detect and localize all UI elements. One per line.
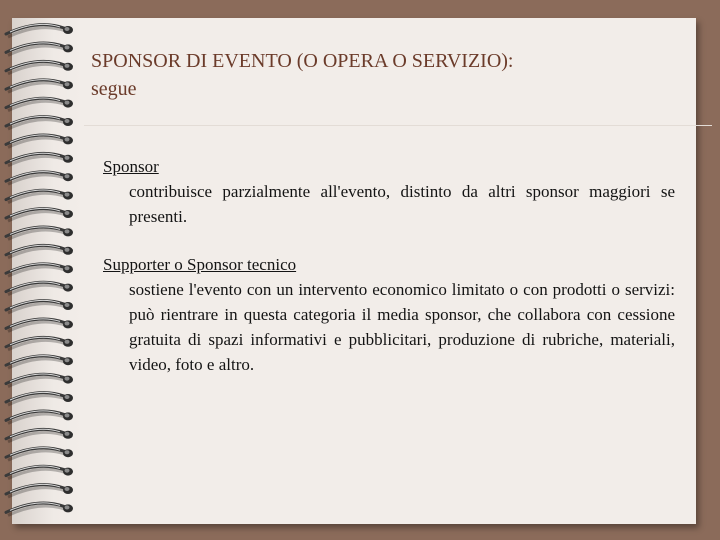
binding-ring-icon	[6, 411, 73, 424]
binding-ring-icon	[6, 245, 73, 258]
binding-ring-icon	[6, 153, 73, 166]
binding-ring-icon	[6, 300, 73, 313]
binding-ring-icon	[6, 337, 73, 350]
description-sponsor: contribuisce parzialmente all'evento, distinto da altri sponsor maggiori se presenti.	[129, 182, 675, 226]
binding-ring-icon	[6, 282, 73, 295]
binding-ring-icon	[6, 135, 73, 148]
description-supporter: sostiene l'evento con un intervento economico limitato o con prodotti o servizi: può rientrare in questa categoria il media sponsor, che collabora con cessione gratuita di spazi informativi e pubblicitari, produzione di rubriche, materiali, video, foto e altro.	[129, 280, 675, 374]
binding-ring-icon	[6, 190, 73, 203]
binding-ring-icon	[6, 24, 73, 37]
slide-title-line2: segue	[91, 78, 137, 100]
definition-item-sponsor	[103, 154, 675, 229]
binding-ring-icon	[6, 503, 73, 516]
binding-ring-icon	[6, 227, 73, 240]
binding-ring-icon	[6, 80, 73, 93]
spiral-binding-icon	[0, 8, 82, 533]
binding-ring-icon	[6, 374, 73, 387]
binding-ring-icon	[6, 484, 73, 497]
slide-body	[103, 154, 675, 377]
binding-ring-icon	[6, 466, 73, 479]
binding-ring-icon	[6, 116, 73, 129]
binding-ring-icon	[6, 98, 73, 111]
title-divider	[84, 125, 712, 126]
binding-ring-icon	[6, 319, 73, 332]
slide-title	[91, 47, 671, 103]
term-supporter: Supporter o Sponsor tecnico	[103, 255, 297, 274]
binding-ring-icon	[6, 264, 73, 277]
binding-ring-icon	[6, 61, 73, 74]
binding-ring-icon	[6, 172, 73, 185]
binding-ring-icon	[6, 429, 73, 442]
binding-ring-icon	[6, 43, 73, 56]
binding-ring-icon	[6, 448, 73, 461]
term-sponsor: Sponsor	[103, 157, 159, 176]
definition-item-supporter	[103, 252, 675, 377]
binding-ring-icon	[6, 208, 73, 221]
slide-title-line1: SPONSOR DI EVENTO (O OPERA O SERVIZIO):	[91, 50, 514, 72]
binding-ring-icon	[6, 356, 73, 369]
binding-ring-icon	[6, 392, 73, 405]
